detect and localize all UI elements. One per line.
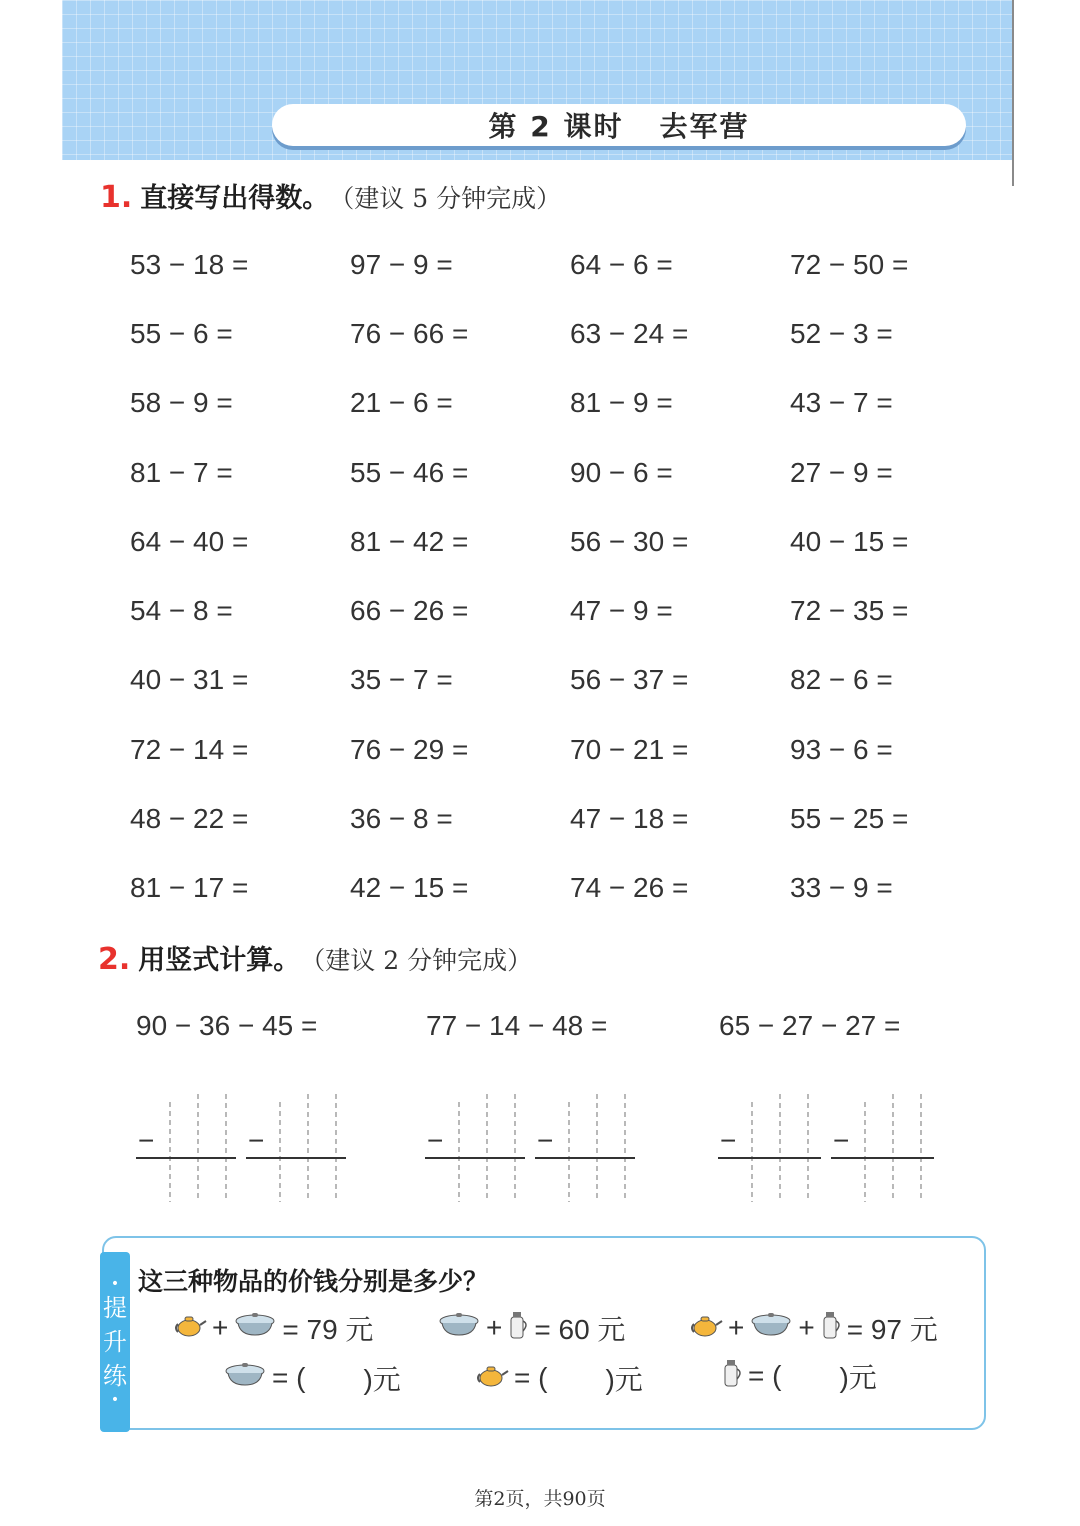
vertical-work-area[interactable] bbox=[718, 1088, 934, 1208]
problem-row bbox=[130, 369, 1010, 438]
arithmetic-problem[interactable]: 40 − 15 = bbox=[790, 525, 909, 557]
arithmetic-problem[interactable]: 40 − 31 = bbox=[130, 664, 249, 696]
arithmetic-problem[interactable]: 70 − 21 = bbox=[570, 733, 689, 765]
equals-text: = ( bbox=[272, 1362, 306, 1393]
tab-char: 提 bbox=[103, 1294, 127, 1322]
teapot-icon bbox=[174, 1311, 208, 1346]
section-number: 1. bbox=[100, 180, 133, 215]
equals-text: = ( bbox=[514, 1362, 548, 1393]
problem-row bbox=[130, 854, 1010, 923]
section-number: 2. bbox=[98, 942, 131, 977]
answer-kettle[interactable] bbox=[720, 1356, 877, 1396]
arithmetic-problem[interactable]: 55 − 46 = bbox=[350, 456, 469, 488]
arithmetic-problem[interactable]: 76 − 29 = bbox=[350, 733, 469, 765]
arithmetic-problem[interactable]: 33 − 9 = bbox=[790, 872, 893, 904]
arithmetic-problem[interactable]: 35 − 7 = bbox=[350, 664, 453, 696]
arithmetic-problem[interactable]: 90 − 6 = bbox=[570, 456, 673, 488]
arithmetic-problem[interactable]: 43 − 7 = bbox=[790, 387, 893, 419]
pot-icon bbox=[222, 1362, 268, 1395]
unit-text: )元 bbox=[839, 1362, 877, 1393]
arithmetic-problem[interactable]: 72 − 35 = bbox=[790, 595, 909, 627]
section-1-heading bbox=[100, 176, 561, 215]
equals-text: = 97 元 bbox=[846, 1314, 938, 1345]
arithmetic-problem[interactable]: 93 − 6 = bbox=[790, 733, 893, 765]
problem-row bbox=[130, 715, 1010, 784]
arithmetic-problem[interactable]: 72 − 14 = bbox=[130, 733, 249, 765]
problem-row bbox=[130, 299, 1010, 368]
arithmetic-problem[interactable]: 63 − 24 = bbox=[570, 317, 689, 349]
minus-sign: − bbox=[248, 1125, 265, 1156]
lesson-name: 去军营 bbox=[659, 110, 750, 143]
arithmetic-problem[interactable]: 76 − 66 = bbox=[350, 317, 469, 349]
minus-sign: − bbox=[833, 1125, 850, 1156]
arithmetic-problem[interactable]: 54 − 8 = bbox=[130, 595, 233, 627]
equals-text: = ( bbox=[748, 1360, 782, 1391]
arithmetic-problem[interactable]: 21 − 6 = bbox=[350, 387, 453, 419]
arithmetic-problem[interactable]: 82 − 6 = bbox=[790, 664, 893, 696]
arithmetic-problem[interactable]: 36 − 8 = bbox=[350, 803, 453, 835]
kettle-icon bbox=[720, 1357, 744, 1396]
unit-text: )元 bbox=[605, 1364, 643, 1395]
arithmetic-problem[interactable]: 56 − 30 = bbox=[570, 525, 689, 557]
minus-sign: − bbox=[138, 1125, 155, 1156]
section-hint: （建议 2 分钟完成） bbox=[300, 946, 533, 975]
tab-char: 升 bbox=[103, 1328, 127, 1356]
pot-icon bbox=[232, 1312, 278, 1345]
tab-char: 练 bbox=[103, 1362, 127, 1390]
teapot-icon bbox=[476, 1361, 510, 1396]
plus-sign: + bbox=[728, 1312, 745, 1343]
arithmetic-problem[interactable]: 74 − 26 = bbox=[570, 872, 689, 904]
lesson-title bbox=[272, 104, 966, 146]
problem-row bbox=[130, 646, 1010, 715]
section-2-heading bbox=[98, 938, 532, 977]
equals-text: = 60 元 bbox=[534, 1314, 626, 1345]
arithmetic-problem[interactable]: 47 − 9 = bbox=[570, 595, 673, 627]
equation-teapot-pot bbox=[174, 1308, 377, 1348]
arithmetic-problem[interactable]: 81 − 9 = bbox=[570, 387, 673, 419]
teapot-icon bbox=[690, 1311, 724, 1346]
minus-sign: − bbox=[720, 1125, 737, 1156]
pot-icon bbox=[748, 1312, 794, 1345]
section-title: 用竖式计算。 bbox=[138, 945, 301, 976]
vertical-work-area[interactable] bbox=[136, 1088, 346, 1208]
arithmetic-problem[interactable]: 52 − 3 = bbox=[790, 317, 893, 349]
arithmetic-problem[interactable]: 81 − 42 = bbox=[350, 525, 469, 557]
arithmetic-problem[interactable]: 27 − 9 = bbox=[790, 456, 893, 488]
vertical-expression: 65 − 27 − 27 = bbox=[719, 1010, 901, 1041]
arithmetic-problem[interactable]: 42 − 15 = bbox=[350, 872, 469, 904]
plus-sign: + bbox=[212, 1312, 229, 1343]
kettle-icon bbox=[819, 1309, 843, 1348]
equation-all-three bbox=[690, 1308, 942, 1348]
plus-sign: + bbox=[486, 1312, 503, 1343]
minus-sign: − bbox=[427, 1125, 444, 1156]
plus-sign: + bbox=[798, 1312, 815, 1343]
arithmetic-problem[interactable]: 72 − 50 = bbox=[790, 248, 909, 280]
page-edge bbox=[1012, 0, 1014, 186]
arithmetic-problem[interactable]: 56 − 37 = bbox=[570, 664, 689, 696]
kettle-icon bbox=[506, 1309, 530, 1348]
section-hint: （建议 5 分钟完成） bbox=[329, 184, 562, 213]
unit-text: )元 bbox=[363, 1364, 401, 1395]
arithmetic-problem[interactable]: 48 − 22 = bbox=[130, 803, 249, 835]
answer-pot[interactable] bbox=[222, 1358, 401, 1398]
vertical-work-area[interactable] bbox=[425, 1088, 635, 1208]
practice-question: 这三种物品的价钱分别是多少？ bbox=[138, 1267, 489, 1296]
problem-row bbox=[130, 507, 1010, 576]
problem-row bbox=[130, 230, 1010, 299]
vertical-expression: 77 − 14 − 48 = bbox=[426, 1010, 608, 1041]
section-title: 直接写出得数。 bbox=[140, 183, 330, 214]
arithmetic-problem[interactable]: 58 − 9 = bbox=[130, 387, 233, 419]
equation-pot-kettle bbox=[436, 1308, 629, 1348]
arithmetic-problem[interactable]: 66 − 26 = bbox=[350, 595, 469, 627]
vertical-expression: 90 − 36 − 45 = bbox=[136, 1010, 318, 1041]
problem-row bbox=[130, 784, 1010, 853]
problem-row bbox=[130, 438, 1010, 507]
page-footer: 第2页，共90页 bbox=[474, 1488, 606, 1510]
minus-sign: − bbox=[537, 1125, 554, 1156]
arithmetic-problem[interactable]: 64 − 40 = bbox=[130, 525, 249, 557]
arithmetic-problem[interactable]: 81 − 7 = bbox=[130, 456, 233, 488]
practice-tab: • 提 升 练 • bbox=[100, 1252, 130, 1432]
pot-icon bbox=[436, 1312, 482, 1345]
arithmetic-problem[interactable]: 81 − 17 = bbox=[130, 872, 249, 904]
equals-text: = 79 元 bbox=[282, 1314, 374, 1345]
arithmetic-problem[interactable]: 64 − 6 = bbox=[570, 248, 673, 280]
arithmetic-problem[interactable]: 55 − 6 = bbox=[130, 317, 233, 349]
arithmetic-problem[interactable]: 55 − 25 = bbox=[790, 803, 909, 835]
arithmetic-problem[interactable]: 97 − 9 = bbox=[350, 248, 453, 280]
problem-row bbox=[130, 576, 1010, 645]
arithmetic-problem[interactable]: 47 − 18 = bbox=[570, 803, 689, 835]
answer-teapot[interactable] bbox=[476, 1358, 643, 1398]
mental-math-grid bbox=[130, 230, 1010, 923]
arithmetic-problem[interactable]: 53 − 18 = bbox=[130, 248, 249, 280]
lesson-number: 第 2 课时 bbox=[488, 110, 624, 143]
